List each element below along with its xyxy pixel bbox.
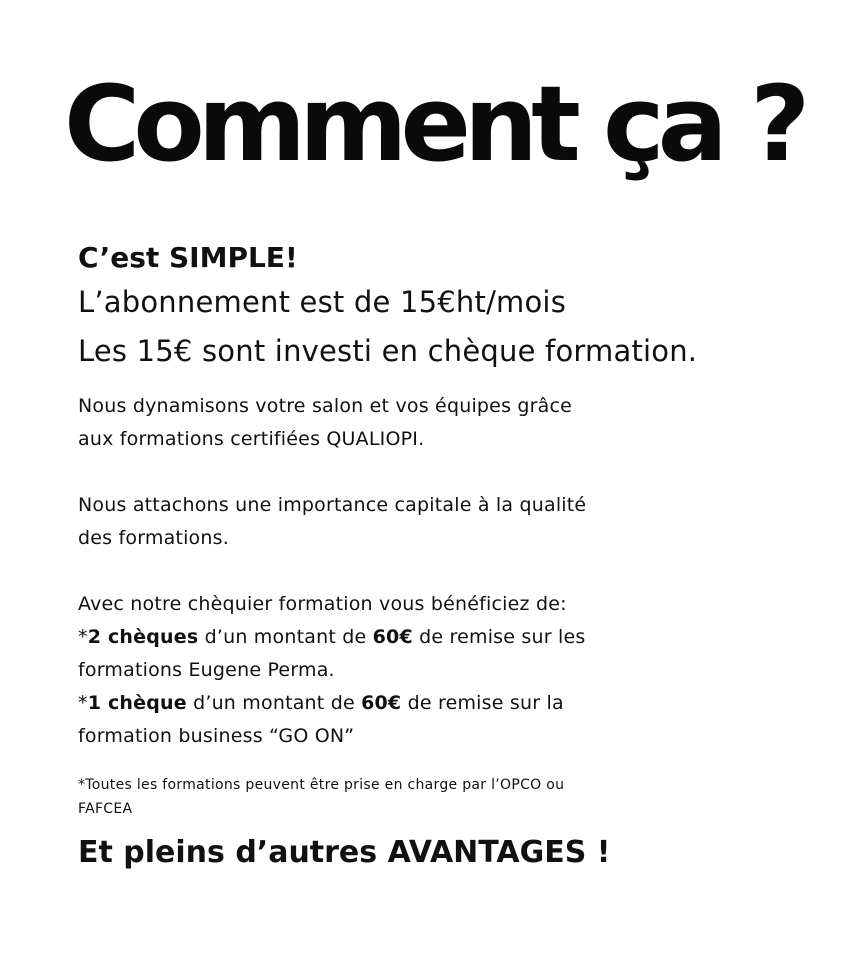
asterisk: * bbox=[78, 692, 88, 714]
closing-tagline: Et pleins d’autres AVANTAGES ! bbox=[78, 835, 611, 870]
headline: Comment ça ? bbox=[64, 63, 804, 185]
paragraph-chequier bbox=[78, 588, 818, 753]
cheque-amount: 60€ bbox=[361, 692, 402, 714]
footnote-line: FAFCEA bbox=[78, 801, 133, 817]
paragraph-line: Nous attachons une importance capitale à la qualité bbox=[78, 494, 587, 516]
asterisk: * bbox=[78, 626, 88, 648]
subtitle: C’est SIMPLE! bbox=[78, 241, 298, 274]
footnote bbox=[78, 773, 818, 821]
cheque-offer-2 bbox=[78, 687, 818, 720]
footnote-line: *Toutes les formations peuvent être prise en charge par l’OPCO ou bbox=[78, 777, 565, 793]
paragraph-qualite bbox=[78, 489, 818, 555]
content-area bbox=[78, 238, 818, 875]
cheque-offer-1 bbox=[78, 621, 818, 654]
offer-continuation: formations Eugene Perma. bbox=[78, 659, 335, 681]
paragraph-line: des formations. bbox=[78, 527, 229, 549]
paragraph-line: Nous dynamisons votre salon et vos équipes grâce bbox=[78, 395, 573, 417]
subscription-info bbox=[78, 278, 818, 376]
cheque-amount: 60€ bbox=[372, 626, 413, 648]
offer-text: d’un montant de bbox=[198, 626, 373, 648]
investment-line: Les 15€ sont investi en chèque formation. bbox=[78, 334, 698, 368]
offer-text: de remise sur la bbox=[401, 692, 564, 714]
offer-text: de remise sur les bbox=[412, 626, 586, 648]
offer-continuation: formation business “GO ON” bbox=[78, 725, 355, 747]
paragraph-dynamisation bbox=[78, 390, 818, 456]
cheque-count: 1 chèque bbox=[87, 692, 187, 714]
offer-text: d’un montant de bbox=[186, 692, 362, 714]
price-line: L’abonnement est de 15€ht/mois bbox=[78, 285, 566, 319]
cheque-count: 2 chèques bbox=[87, 626, 199, 648]
chequier-intro: Avec notre chèquier formation vous bénéficiez de: bbox=[78, 593, 567, 615]
paragraph-line: aux formations certifiées QUALIOPI. bbox=[78, 428, 425, 450]
